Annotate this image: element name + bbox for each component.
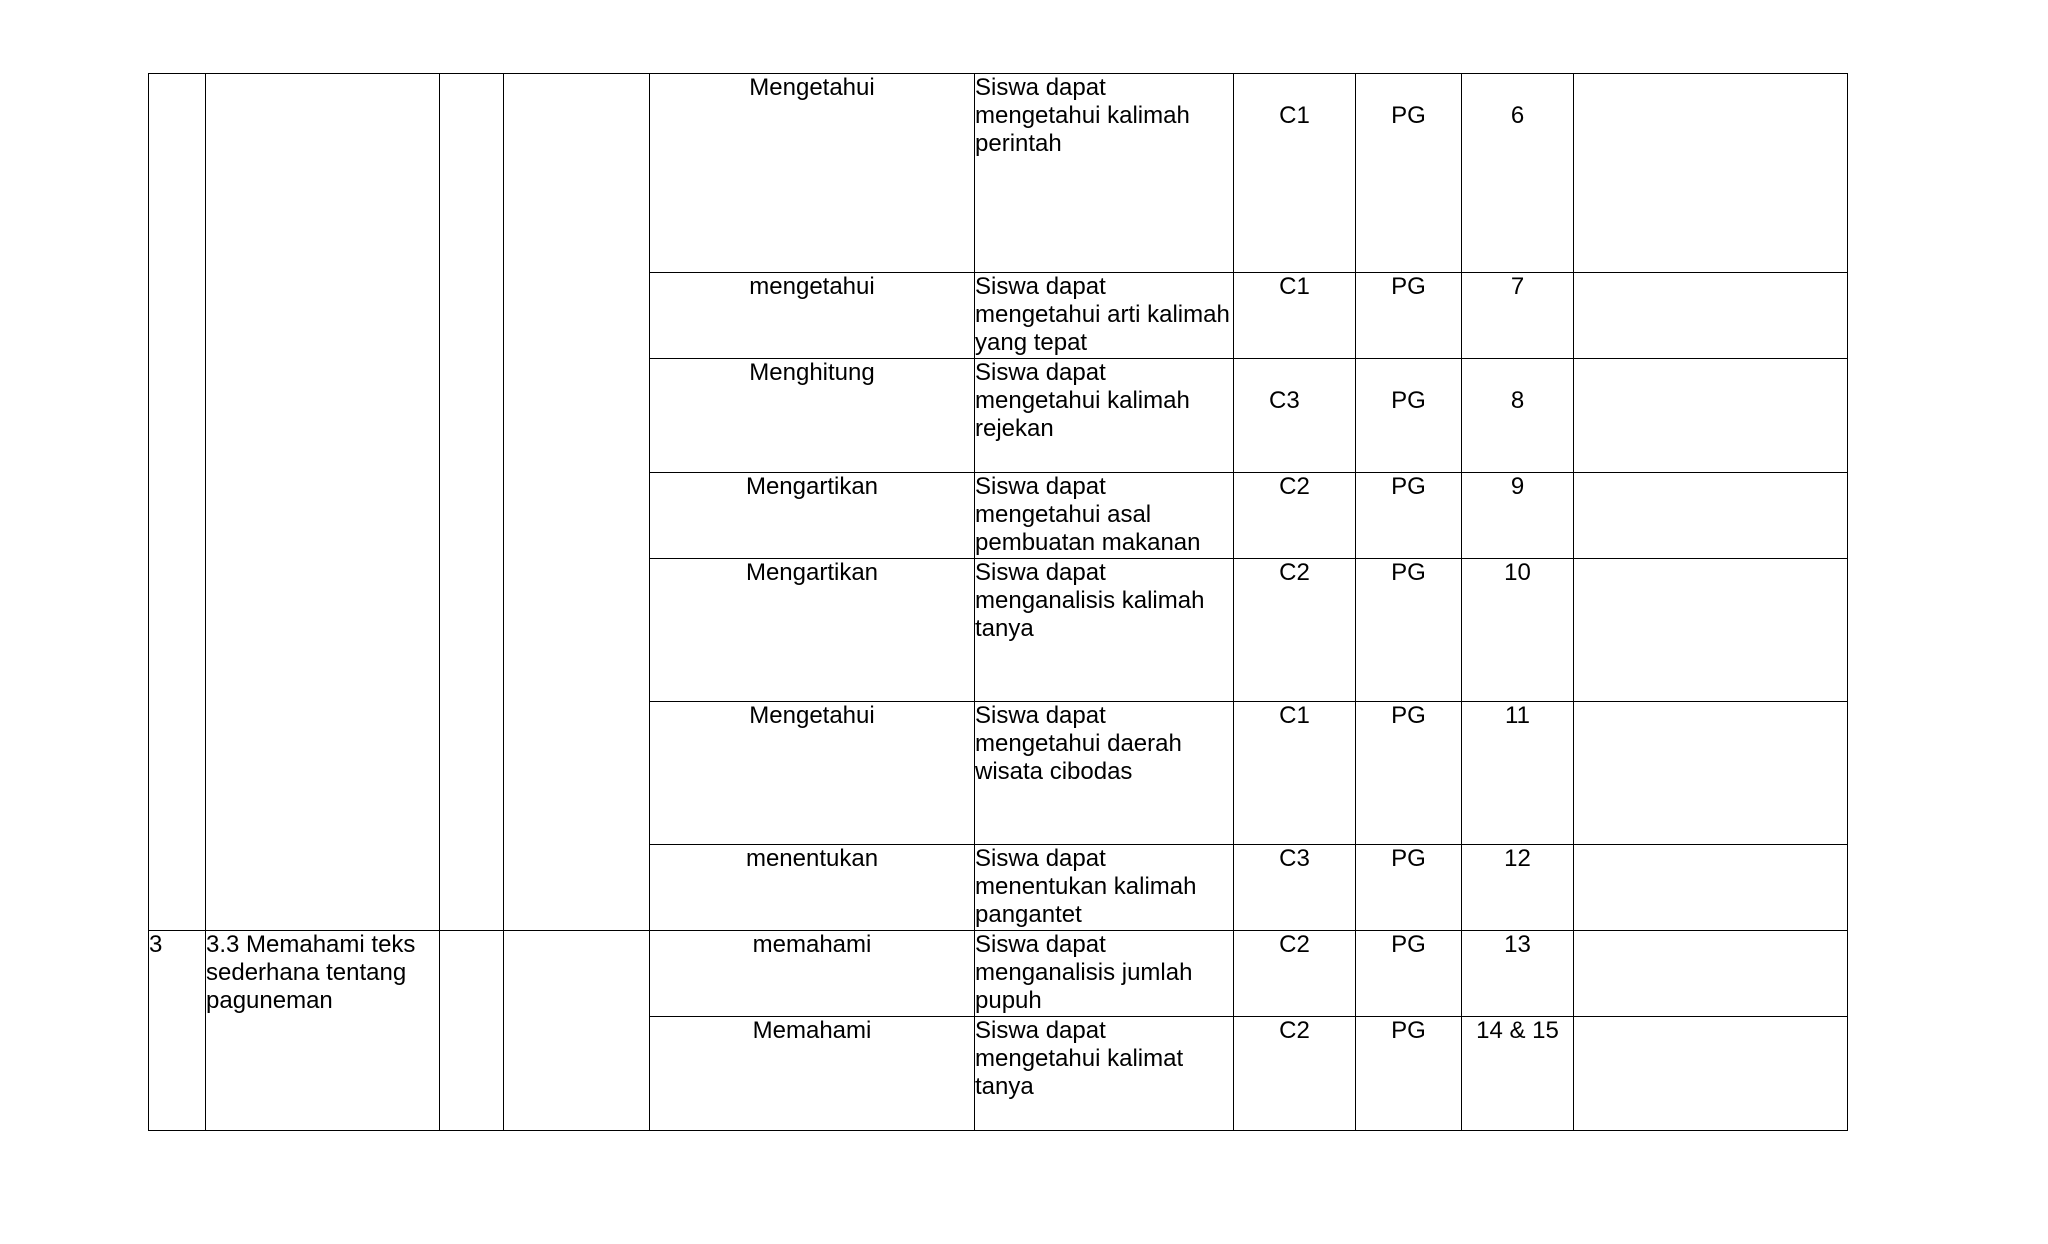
indicator-cell: Siswa dapat mengetahui kalimat tanya <box>975 1017 1234 1131</box>
verb-cell: mengetahui <box>650 273 975 359</box>
note-cell <box>1574 359 1848 473</box>
item-number-cell: 11 <box>1462 702 1574 845</box>
verb-cell: Menghitung <box>650 359 975 473</box>
form-cell: PG <box>1356 702 1462 845</box>
group-number-cell: 3 <box>149 931 206 1131</box>
indicator-cell: Siswa dapat mengetahui kalimah perintah <box>975 74 1234 273</box>
verb-cell: Memahami <box>650 1017 975 1131</box>
form-cell: PG <box>1356 473 1462 559</box>
level-cell: C3 <box>1234 845 1356 931</box>
indicator-cell: Siswa dapat menganalisis kalimah tanya <box>975 559 1234 702</box>
indicator-cell: Siswa dapat mengetahui arti kalimah yang tepat <box>975 273 1234 359</box>
indicator-cell: Siswa dapat mengetahui asal pembuatan makanan <box>975 473 1234 559</box>
verb-cell: Mengartikan <box>650 559 975 702</box>
note-cell <box>1574 473 1848 559</box>
table-row <box>149 74 1848 273</box>
indicator-cell: Siswa dapat mengetahui daerah wisata cibodas <box>975 702 1234 845</box>
material-cell <box>440 931 504 1131</box>
form-cell: PG <box>1356 359 1462 473</box>
verb-cell: Mengartikan <box>650 473 975 559</box>
level-cell: C1 <box>1234 702 1356 845</box>
material-cell <box>440 74 504 931</box>
competency-cell <box>206 74 440 931</box>
item-number-cell: 8 <box>1462 359 1574 473</box>
topic-cell <box>504 74 650 931</box>
level-cell: C2 <box>1234 931 1356 1017</box>
item-number-cell: 12 <box>1462 845 1574 931</box>
note-cell <box>1574 702 1848 845</box>
topic-cell <box>504 931 650 1131</box>
note-cell <box>1574 845 1848 931</box>
verb-cell: menentukan <box>650 845 975 931</box>
level-cell: C2 <box>1234 473 1356 559</box>
verb-cell: Mengetahui <box>650 702 975 845</box>
level-cell: C2 <box>1234 559 1356 702</box>
note-cell <box>1574 931 1848 1017</box>
note-cell <box>1574 74 1848 273</box>
note-cell <box>1574 1017 1848 1131</box>
indicator-cell: Siswa dapat mengetahui kalimah rejekan <box>975 359 1234 473</box>
indicator-cell: Siswa dapat menentukan kalimah pangantet <box>975 845 1234 931</box>
competency-cell: 3.3 Memahami teks sederhana tentang paguneman <box>206 931 440 1131</box>
form-cell: PG <box>1356 1017 1462 1131</box>
level-cell: C1 <box>1234 273 1356 359</box>
form-cell: PG <box>1356 273 1462 359</box>
item-number-cell: 10 <box>1462 559 1574 702</box>
level-cell: C1 <box>1234 74 1356 273</box>
form-cell: PG <box>1356 559 1462 702</box>
level-cell: C3 <box>1234 359 1356 473</box>
number-cell <box>149 74 206 931</box>
item-number-cell: 13 <box>1462 931 1574 1017</box>
item-number-cell: 9 <box>1462 473 1574 559</box>
verb-cell: Mengetahui <box>650 74 975 273</box>
kisi-kisi-table <box>148 73 1848 1131</box>
item-number-cell: 6 <box>1462 74 1574 273</box>
item-number-cell: 14 & 15 <box>1462 1017 1574 1131</box>
indicator-cell: Siswa dapat menganalisis jumlah pupuh <box>975 931 1234 1017</box>
form-cell: PG <box>1356 931 1462 1017</box>
item-number-cell: 7 <box>1462 273 1574 359</box>
level-cell: C2 <box>1234 1017 1356 1131</box>
verb-cell: memahami <box>650 931 975 1017</box>
note-cell <box>1574 273 1848 359</box>
table-row <box>149 931 1848 1017</box>
form-cell: PG <box>1356 74 1462 273</box>
form-cell: PG <box>1356 845 1462 931</box>
note-cell <box>1574 559 1848 702</box>
